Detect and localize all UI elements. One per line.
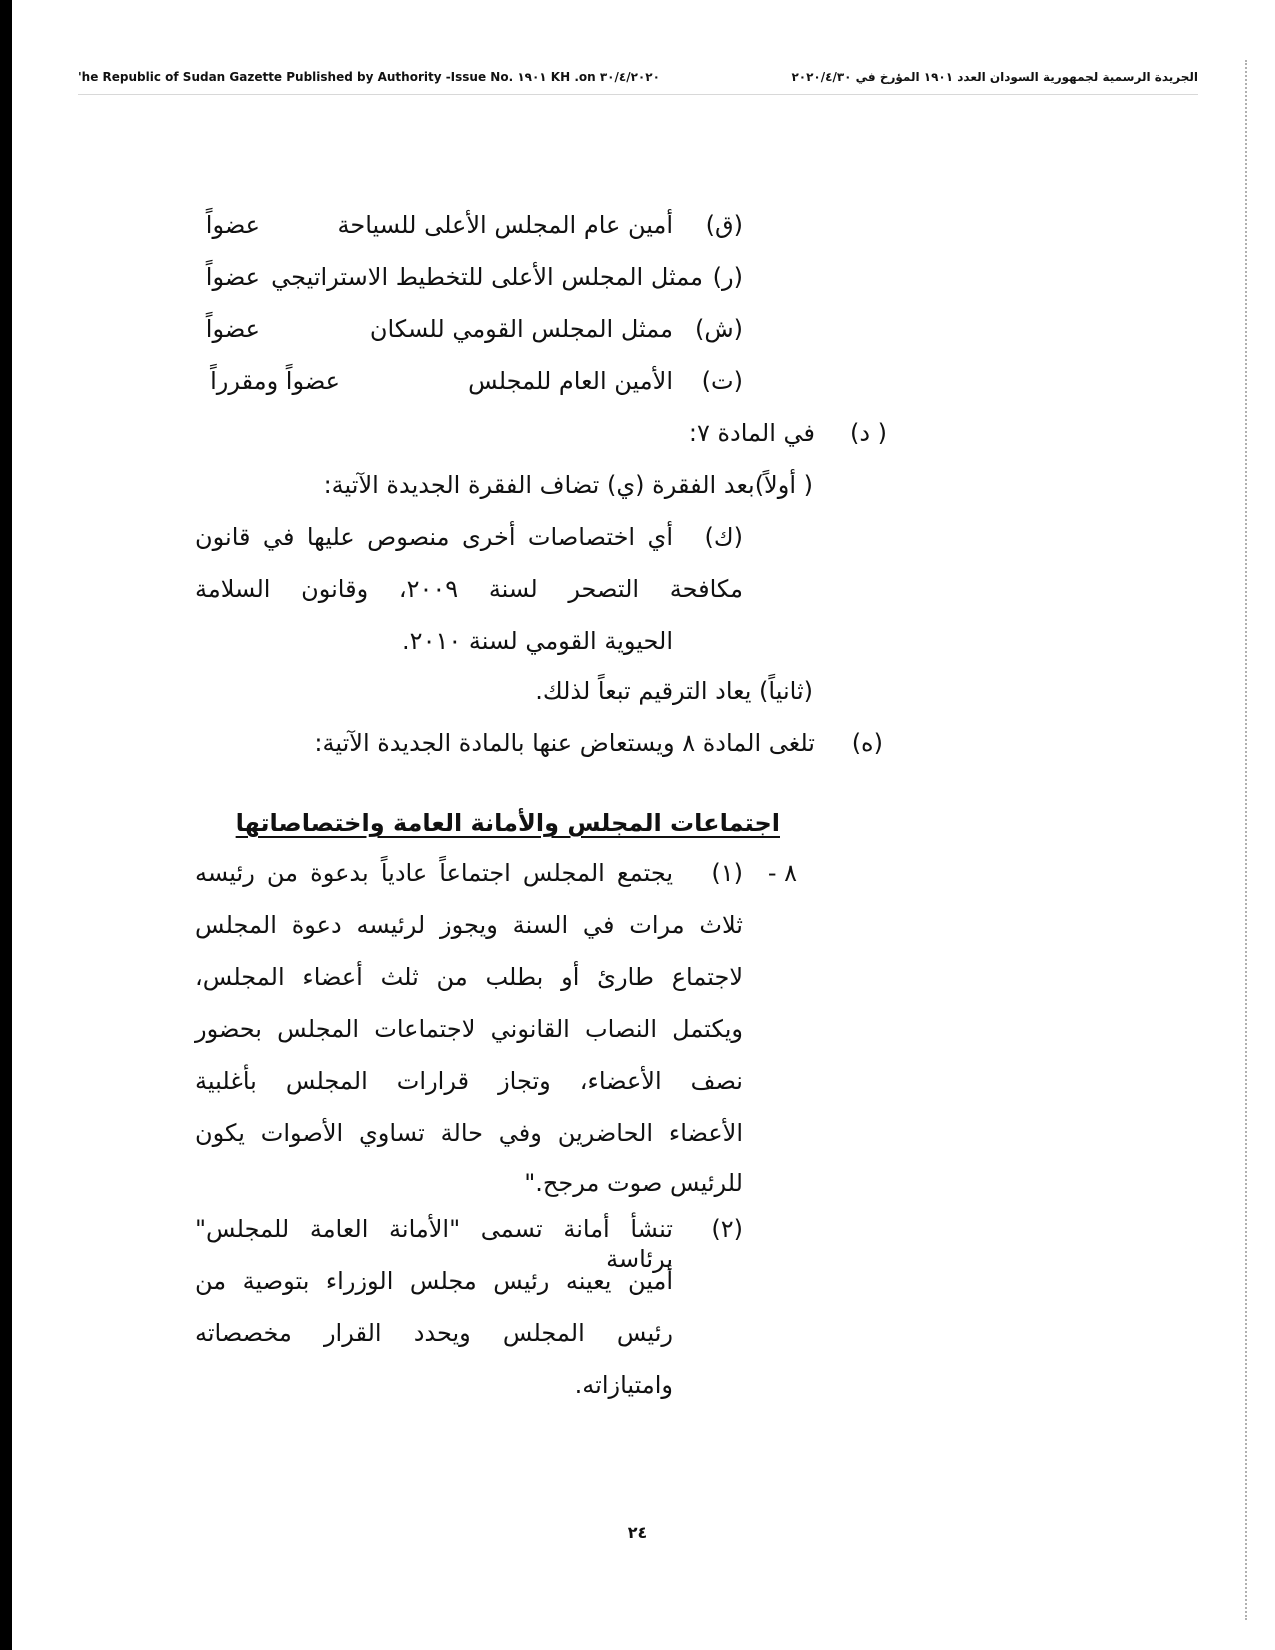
paragraph-line: الأعضاء الحاضرين وفي حالة تساوي الأصوات يكون — [195, 1119, 743, 1147]
scan-margin-dots — [1245, 60, 1247, 1620]
paragraph-line: ويكتمل النصاب القانوني لاجتماعات المجلس بحضور — [195, 1015, 743, 1043]
paragraph-line: لاجتماع طارئ أو بطلب من ثلث أعضاء المجلس، — [195, 963, 743, 991]
section-d-text: في المادة ٧: — [688, 419, 815, 447]
member-label: (ت) — [701, 367, 743, 395]
member-label: (ر) — [712, 263, 743, 291]
paragraph-line: تنشأ أمانة تسمى "الأمانة العامة للمجلس" برئاسة — [195, 1215, 673, 1273]
member-label: (ش) — [694, 315, 743, 343]
page-number: ٢٤ — [627, 1523, 648, 1542]
clause-k-line: مكافحة التصحر لسنة ٢٠٠٩، وقانون السلامة — [195, 575, 744, 603]
member-role: عضواً — [205, 211, 260, 239]
section-d-second: (ثانياً) يعاد الترقيم تبعاً لذلك. — [535, 677, 813, 705]
paragraph-line: رئيس المجلس ويحدد القرار مخصصاته — [195, 1319, 673, 1347]
paragraph-label: (٢) — [711, 1215, 743, 1243]
page-left-edge — [0, 0, 12, 1650]
paragraph-label: (١) — [711, 859, 743, 887]
article-number: ٨ - — [767, 859, 797, 887]
paragraph-line: وامتيازاته. — [574, 1371, 673, 1399]
header-divider — [78, 94, 1198, 95]
gazette-header — [78, 66, 1198, 90]
member-title: الأمين العام للمجلس — [468, 367, 673, 395]
clause-k-label: (ك) — [704, 523, 743, 551]
header-arabic: الجريدة الرسمية لجمهورية السودان العدد ١٩٠١ المؤرخ في ٢٠٢٠/٤/٣٠ — [791, 70, 1198, 84]
member-role: عضواً — [205, 315, 260, 343]
clause-k-line: أي اختصاصات أخرى منصوص عليها في قانون — [195, 523, 673, 551]
member-role: عضواً ومقرراً — [210, 367, 340, 395]
section-title: اجتماعات المجلس والأمانة العامة واختصاصاتها — [235, 809, 780, 837]
member-title: ممثل المجلس القومي للسكان — [369, 315, 673, 343]
clause-k-line: الحيوية القومي لسنة ٢٠١٠. — [402, 627, 673, 655]
section-d-label: ( د) — [849, 419, 887, 447]
section-h-label: (ه) — [851, 729, 883, 757]
member-title: ممثل المجلس الأعلى للتخطيط الاستراتيجي — [271, 263, 703, 291]
section-d-first: ( أولاً)بعد الفقرة (ي) تضاف الفقرة الجديدة الآتية: — [323, 471, 813, 499]
paragraph-line: ثلاث مرات في السنة ويجوز لرئيسه دعوة المجلس — [195, 911, 743, 939]
paragraph-line: يجتمع المجلس اجتماعاً عادياً بدعوة من رئيسه — [195, 859, 673, 887]
member-title: أمين عام المجلس الأعلى للسياحة — [337, 211, 673, 239]
paragraph-line: نصف الأعضاء، وتجاز قرارات المجلس بأغلبية — [195, 1067, 743, 1095]
paragraph-line: للرئيس صوت مرجح." — [524, 1169, 743, 1197]
member-role: عضواً — [205, 263, 260, 291]
paragraph-line: أمين يعينه رئيس مجلس الوزراء بتوصية من — [195, 1267, 673, 1295]
section-h-text: تلغى المادة ٨ ويستعاض عنها بالمادة الجديدة الآتية: — [314, 729, 815, 757]
header-english: 'he Republic of Sudan Gazette Published by Authority -Issue No. ١٩٠١ KH .on ٣٠/٤/٢٠٢٠ — [78, 70, 660, 84]
member-label: (ق) — [705, 211, 743, 239]
